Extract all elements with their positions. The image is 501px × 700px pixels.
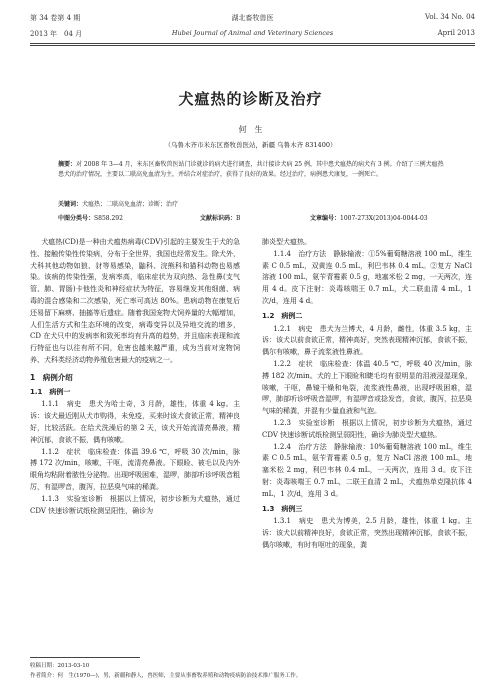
clc-value: S858.292 <box>94 215 123 222</box>
case2-history: 1.2.1 病史 患犬为兰博犬，4 月龄，雌性，体重 3.5 kg，主诉：该犬以前食欲正常，精神高好，突然表现精神沉郁，食欲不振，偶尔有咳嗽，鼻子流浆液性鼻液。 <box>262 324 472 357</box>
journal-name-cn: 湖北畜牧兽医 <box>231 14 274 22</box>
section-heading-1: 1 病例介绍 <box>30 372 73 382</box>
date-en: April 2013 <box>437 29 475 37</box>
keywords-text: 犬瘟热；二联高免血清；诊断；治疗 <box>82 201 179 208</box>
subsection-heading-1-1: 1.1 病例一 <box>30 387 71 396</box>
case1-symptoms: 1.1.2 症状 临床检查：体温 39.6 ℃，呼吸 30 次/min，脉搏 172 次/min，咳嗽，干呕，流清亮鼻液。下眼睑、被毛以及内外眼角均粘附着脓性分泌物。出现呼吸困难，湿啰，肺部听诊呼吸音粗厉，有湿啰音，腹泻，拉恶臭气味的稀粪。 <box>30 447 240 491</box>
doc-code-label: 文献标识码： <box>200 215 237 222</box>
case1-diagnosis-cont: 肺炎型犬瘟热。 <box>262 238 311 246</box>
case2-symptoms: 1.2.2 症状 临床检查：体温 40.5 ℃，呼吸 40 次/min，脉搏 182 次/min。犬的上下眼睑和睫毛均有很明显的泪液浸湿现象，咳嗽，干呕，鼻镜干燥和龟裂，流浆液性鼻液，出现呼吸困难，湿啰，肺部听诊呼吸音湿啰，有湿啰音或捻发音，食欲，腹泻，拉恶臭气味的稀粪，并混有少量血液和气泡。 <box>262 359 472 416</box>
document-code <box>200 213 240 222</box>
clc-number <box>58 213 123 222</box>
volume-cn: 第 34 卷第 4 期 <box>30 14 81 22</box>
keywords <box>58 200 449 210</box>
left-column <box>30 237 240 517</box>
article-no-value: 1007-273X(2013)04-0044-03 <box>340 215 428 222</box>
volume-en: Vol. 34 No. 04 <box>424 13 475 21</box>
author-name: 何 生 <box>238 125 263 134</box>
received-date: 收稿日期：2013-03-10 <box>30 663 90 669</box>
article-title: 犬瘟热的诊断及治疗 <box>178 90 323 108</box>
clc-label: 中图分类号： <box>58 215 95 222</box>
case2-treatment: 1.2.4 治疗方法 静脉输液：10%葡萄糖溶液 100 mL，维生素 C 0.5 mL，氨苄青霉素 0.5 g，复方 NaCl 溶液 100 mL，地塞米松 2 mg，利巴韦林 0.4 mL，一天两次，连用 3 d。皮下注射：炎毒咳喘王 0.7 mL，二联王血清 2 mL，犬瘟热单克隆抗体 4 mL，1 次/d，连用 3 d。 <box>262 442 472 498</box>
footnote-rule <box>30 657 140 658</box>
subsection-heading-1-2: 1.2 病例二 <box>262 311 303 320</box>
case2-diagnosis: 1.2.3 实验室诊断 根据以上情况，初步诊断为犬瘟热，通过 CDV 快速诊断试纸检测呈弱阳性，确诊为肺炎型犬瘟热。 <box>262 418 472 439</box>
abstract-text: 对 2008 年 3—4 月，米东区畜牧兽医站门诊就诊的病犬进行调查，共计接诊犬病 25 例，其中患犬瘟热的病犬有 3 例。介绍了三例犬瘟热患犬的治疗情况，主要以二联高免血清为主，并结合对症治疗，获得了良好的效果。经过治疗，病例患犬康复，一例死亡。 <box>58 161 444 178</box>
abstract-label: 摘要： <box>58 161 77 168</box>
header-rule-thin <box>30 45 475 46</box>
subsection-heading-1-3: 1.3 病例三 <box>262 504 303 513</box>
right-column <box>262 237 472 552</box>
intro-paragraph: 犬瘟热(CD)是一种由犬瘟热病毒(CDV)引起的主要发生于犬的急性、接触传染性传染病，分布于全世界，我国也经常发生。除犬外，犬科其他动物如狼、豺等易感染，鼬科、浣熊科和猫科动物也易感染。该病的传染性强，发病率高，临床症状为双向热、急性鼻(支气管、肺、胃肠)卡他性炎和神经症状为特征，容易继发其他细菌、病毒的混合感染和二次感染，死亡率可高达 80%。患病动物在康复后还易留下麻痹、抽搐等后遗症。随着我国宠物犬饲养量的大幅增加，人们生活方式和生态环境的改变，病毒变异以及异地交流的增多，CD 在犬只中的发病率和致死率均有升高的趋势，并且临床表现和流行特征也与以往有所不同，危害也越来越严重，成为当前对宠物饲养、犬科类经济动物养殖危害最大的疫病之一。 <box>30 238 240 364</box>
journal-name-en: Hubei Journal of Animal and Veterinary Sciences <box>171 29 334 37</box>
footnote <box>30 661 475 681</box>
header-rule <box>30 43 475 44</box>
case1-treatment: 1.1.4 治疗方法 静脉输液：①5%葡萄糖溶液 100 mL，维生素 C 0.5 mL，双黄连 0.5 mL，利巴韦林 0.4 mL。②复方 NaCl 溶液 100 mL，氨苄青霉素 0.5 g，地塞米松 2 mg，一天两次，连用 4 d。皮下注射：炎毒咳喘王 0.7 mL，犬二联血清 4 mL，1 次/d，连用 4 d。 <box>262 249 472 305</box>
keywords-label: 关键词： <box>58 201 83 208</box>
doc-code-value: B <box>236 215 241 222</box>
abstract <box>58 160 449 180</box>
author-bio: 作者简介：何 生(1970—)，男，新疆和静人，兽医师，主要从事畜牧养殖和动物疫病防治技术推广服务工作。 <box>30 673 302 679</box>
article-number <box>310 213 428 222</box>
case1-diagnosis: 1.1.3 实验室诊断 根据以上情况，初步诊断为犬瘟热，通过 CDV 快速诊断试纸检测呈阳性，确诊为 <box>30 494 240 515</box>
case1-history: 1.1.1 病史 患犬为哈士奇，3 月龄，雄性，体重 4 kg。主诉：该犬最近刚从犬市购得，未免疫，买来时该犬食欲正常，精神良好，比较活跃。在给犬洗澡后的第 2 天，该犬开始流清亮鼻液，精神沉郁，食欲不振，偶有咳嗽。 <box>30 400 240 444</box>
article-no-label: 文章编号： <box>310 215 341 222</box>
year-cn: 2013 年 04 月 <box>30 30 83 38</box>
author-affiliation: （乌鲁木齐市米东区畜牧兽医站，新疆 乌鲁木齐 831400） <box>164 141 337 149</box>
case3-history: 1.3.1 病史 患犬为博美，2.5 月龄，雄性，体重 1 kg。主诉：该犬以前精神良好，食欲正常，突然出现精神沉郁，食欲不振，偶尔咳嗽，有时有呕吐的现象，粪 <box>262 517 472 549</box>
